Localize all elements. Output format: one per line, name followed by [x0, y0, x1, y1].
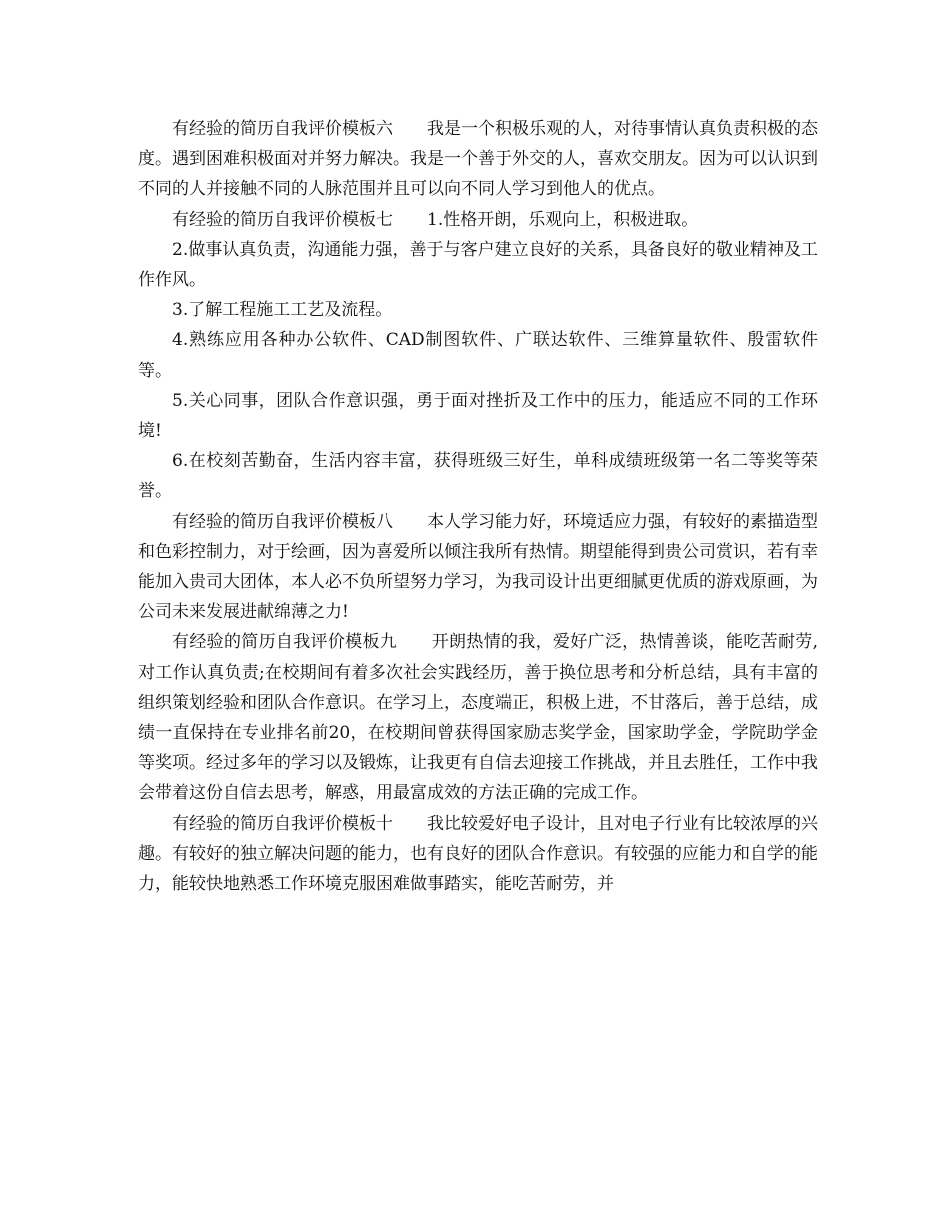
- paragraph-item-6: 6.在校刻苦勤奋，生活内容丰富，获得班级三好生，单科成绩班级第一名二等奖等荣誉。: [138, 451, 818, 502]
- paragraph-template-ten: 有经验的简历自我评价模板十 我比较爱好电子设计，且对电子行业有比较浓厚的兴趣。有较好的独立解决问题的能力，也有良好的团队合作意识。有较强的应能力和自学的能力，能较快地熟悉工作环境克服困难做事踏实，能吃苦耐劳，并: [138, 813, 818, 895]
- paragraph-template-nine: 有经验的简历自我评价模板九 开朗热情的我，爱好广泛，热情善谈，能吃苦耐劳,对工作认真负责;在校期间有着多次社会实践经历，善于换位思考和分析总结，具有丰富的组织策划经验和团队合作意识。在学习上，态度端正，积极上进，不甘落后，善于总结，成绩一直保持在专业排名前20，在校期间曾获得国家励志奖学金，国家助学金，学院助学金等奖项。经过多年的学习以及锻炼，让我更有自信去迎接工作挑战，并且去胜任，工作中我会带着这份自信去思考，解惑，用最富成效的方法正确的完成工作。: [138, 632, 818, 804]
- paragraph-item-3: 3.了解工程施工工艺及流程。: [172, 300, 393, 321]
- paragraph-template-seven: 有经验的简历自我评价模板七 1.性格开朗，乐观向上，积极进取。: [172, 209, 699, 230]
- document-body: [138, 114, 818, 899]
- paragraph-item-4: 4.熟练应用各种办公软件、CAD制图软件、广联达软件、三维算量软件、殷雷软件等。: [138, 330, 818, 381]
- paragraph-template-eight: 有经验的简历自我评价模板八 本人学习能力好，环境适应力强，有较好的素描造型和色彩控制力，对于绘画，因为喜爱所以倾注我所有热情。期望能得到贵公司赏识，若有幸能加入贵司大团体，本人必不负所望努力学习，为我司设计出更细腻更优质的游戏原画，为公司未来发展进献绵薄之力!: [138, 511, 818, 623]
- paragraph-item-2: 2.做事认真负责，沟通能力强，善于与客户建立良好的关系，具备良好的敬业精神及工作作风。: [138, 239, 818, 291]
- paragraph-template-six: 有经验的简历自我评价模板六 我是一个积极乐观的人，对待事情认真负责积极的态度。遇到困难积极面对并努力解决。我是一个善于外交的人，喜欢交朋友。因为可以认识到不同的人并接触不同的人脉范围并且可以向不同人学习到他人的优点。: [138, 119, 818, 200]
- paragraph-item-5: 5.关心同事，团队合作意识强，勇于面对挫折及工作中的压力，能适应不同的工作环境!: [138, 390, 818, 442]
